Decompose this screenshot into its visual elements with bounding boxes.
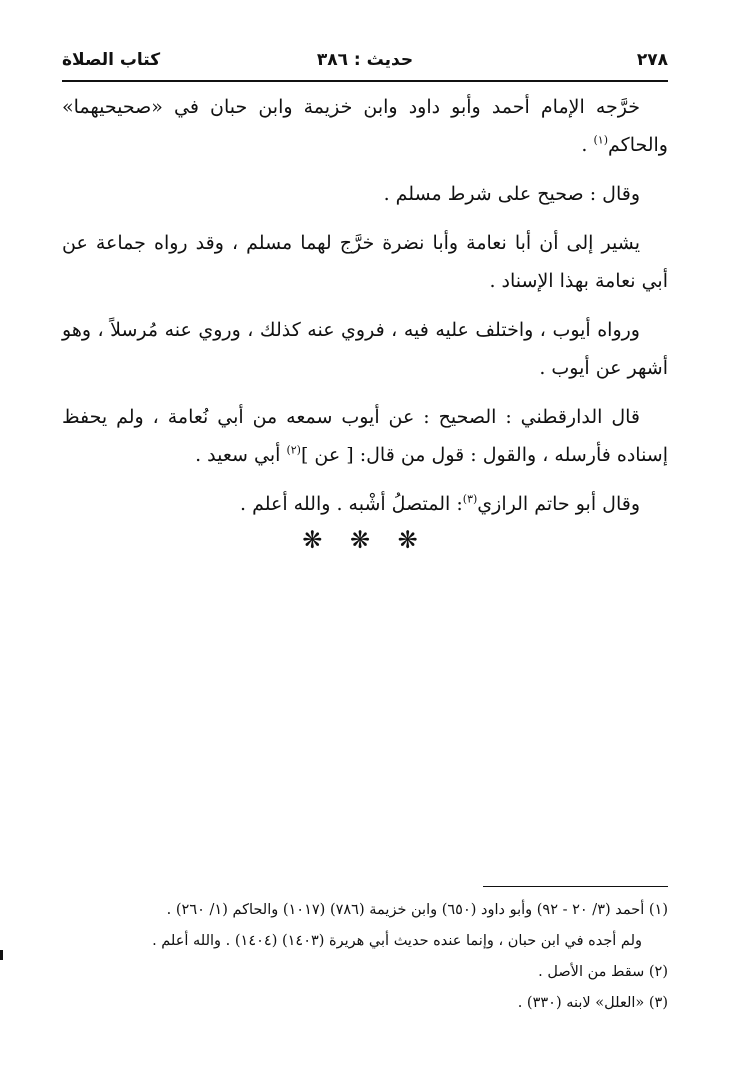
footnote-rule [483,886,668,887]
footnote-3: (٣) «العلل» لابنه (٣٣٠) . [517,995,668,1011]
footnote-1: (١) أحمد (٣/ ٢٠ - ٩٢) وأبو داود (٦٥٠) وابن خزيمة (٧٨٦) (١٠١٧) والحاكم (١/ ٢٦٠) . [166,902,668,918]
paragraph-6: وقال أبو حاتم الرازي$^{(٣)}$: المتصلُ أشْبه . والله أعلم . [240,492,640,515]
page-number: ٢٧٨ [636,50,668,70]
paragraph-3: يشير إلى أن أبا نعامة وأبا نضرة خرَّج لهما مسلم ، وقد رواه جماعة عن أبي نعامة بهذا الإسناد . [62,232,668,292]
footnote-ref-1: (١) [593,133,608,147]
hadith-number: حديث : ٣٨٦ [316,50,414,70]
footnote-ref-3: (٣) [462,492,478,506]
main-text [62,88,668,534]
scan-edge-mark [0,950,3,960]
page-header [62,44,668,80]
footnote-1-continued: ولم أجده في ابن حبان ، وإنما عنده حديث أبي هريرة (١٤٠٣) (١٤٠٤) . والله أعلم . [152,933,642,949]
book-title: كتاب الصلاة [62,50,161,70]
header-rule [62,80,668,82]
paragraph-1: خرَّجه الإمام أحمد وأبو داود وابن خزيمة وابن حبان في «صحيحيهما» والحاكم$^{(١)}$ . [62,96,668,156]
footnote-ref-2: (٢) [286,443,301,457]
footnote-2: (٢) سقط من الأصل . [538,964,668,980]
footnotes [62,895,668,1019]
paragraph-4: ورواه أيوب ، واختلف عليه فيه ، فروي عنه كذلك ، وروي عنه مُرسلاً ، وهو أشهر عن أيوب . [62,319,668,379]
section-divider-stars: ❋ ❋ ❋ [302,526,428,554]
paragraph-5: قال الدارقطني : الصحيح : عن أيوب سمعه من أبي نُعامة ، ولم يحفظ إسناده فأرسله ، والقول : قول من قال: [ عن ]$^{(٢)}$ أبي سعيد . [62,406,668,466]
paragraph-2: وقال : صحيح على شرط مسلم . [383,183,640,205]
